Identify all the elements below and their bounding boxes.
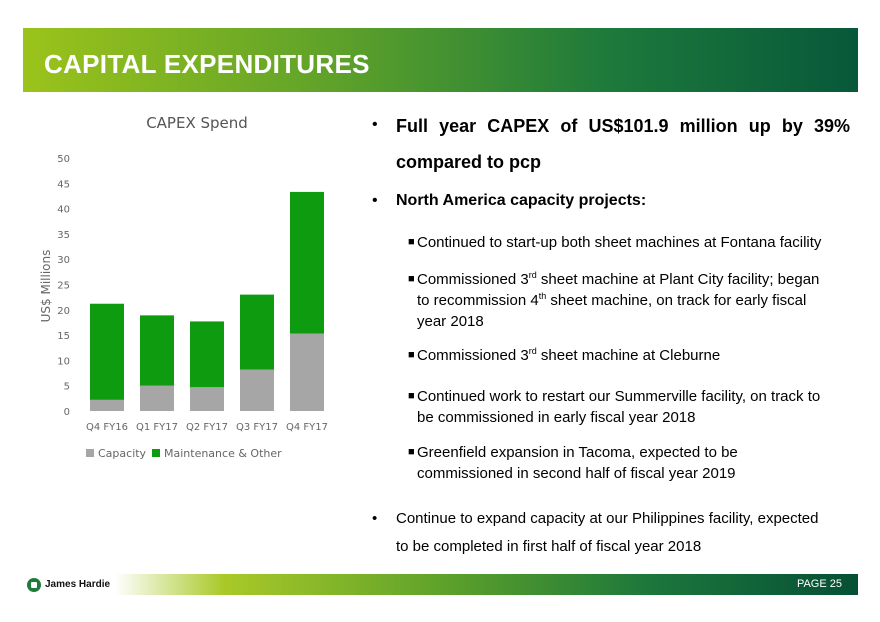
bullet-north-america-text: North America capacity projects: [396, 192, 647, 209]
bullet-dot: • [372, 510, 378, 527]
y-tick-label: 25 [57, 280, 70, 292]
legend-label: Maintenance & Other [164, 447, 282, 460]
sub-plant-city-e: year 2018 [417, 313, 484, 330]
x-tick-label: Q2 FY17 [186, 422, 228, 433]
sub-tacoma-b: commissioned in second half of fiscal year 2019 [417, 465, 736, 482]
bar-capacity-3 [240, 370, 274, 411]
y-tick-label: 45 [57, 179, 70, 191]
y-tick-label: 35 [57, 229, 70, 241]
square-bullet: ■ [408, 446, 415, 458]
sup-rd: rd [528, 346, 537, 356]
x-ticks [86, 422, 328, 433]
bullet-dot: • [372, 192, 378, 209]
title-banner [23, 28, 858, 92]
y-axis-label: US$ Millions [39, 249, 53, 323]
x-tick-label: Q4 FY16 [86, 422, 128, 433]
square-bullet: ■ [408, 349, 415, 361]
bar-capacity-4 [290, 334, 324, 411]
bars [90, 192, 324, 411]
footer-bar [23, 574, 858, 595]
sub-cleburne [408, 345, 720, 366]
bar-maintenance-1 [140, 315, 174, 385]
x-tick-label: Q3 FY17 [236, 422, 278, 433]
sub-cleburne-a: Commissioned 3 [417, 347, 529, 364]
bar-capacity-0 [90, 400, 124, 411]
bar-maintenance-2 [190, 321, 224, 387]
y-tick-label: 0 [63, 407, 70, 418]
bullet-philippines-line1: Continue to expand capacity at our Philippines facility, expected [396, 510, 819, 527]
sub-fontana [408, 232, 821, 253]
y-tick-label: 10 [57, 356, 70, 368]
legend-swatch [86, 449, 94, 457]
company-logo [23, 574, 110, 595]
sub-plant-city-c: to recommission 4 [417, 292, 539, 309]
x-tick-label: Q4 FY17 [286, 422, 328, 433]
logo-icon [27, 578, 41, 592]
sub-plant-city-d: sheet machine, on track for early fiscal [546, 292, 807, 309]
bar-maintenance-3 [240, 295, 274, 370]
y-tick-label: 20 [57, 305, 70, 317]
chart-title: CAPEX Spend [146, 114, 248, 132]
sub-tacoma-a: Greenfield expansion in Tacoma, expected to be [417, 444, 738, 461]
legend-swatch [152, 449, 160, 457]
sub-summerville [408, 386, 820, 428]
sup-th: th [538, 291, 547, 301]
sub-summerville-b: be commissioned in early fiscal year 2018 [417, 409, 696, 426]
bar-maintenance-4 [290, 192, 324, 334]
legend-label: Capacity [98, 447, 147, 460]
bullet-dot: • [372, 116, 378, 133]
sub-plant-city-a: Commissioned 3 [417, 271, 529, 288]
y-tick-label: 30 [57, 255, 70, 267]
bar-capacity-2 [190, 387, 224, 411]
square-bullet: ■ [408, 390, 415, 402]
bullet-capex-line1: Full year CAPEX of US$101.9 million up by 39% [396, 116, 850, 136]
sup-rd: rd [528, 270, 537, 280]
sub-plant-city-b: sheet machine at Plant City facility; began [536, 271, 820, 288]
x-tick-label: Q1 FY17 [136, 422, 178, 433]
sub-fontana-text: Continued to start-up both sheet machines at Fontana facility [417, 234, 822, 251]
bullet-philippines-line2: to be completed in first half of fiscal year 2018 [396, 538, 702, 555]
legend [86, 447, 282, 460]
sub-tacoma [408, 442, 738, 484]
square-bullet: ■ [408, 273, 415, 285]
sub-summerville-a: Continued work to restart our Summerville facility, on track to [417, 388, 821, 405]
logo-text: James Hardie [45, 579, 111, 590]
sub-plant-city [408, 269, 819, 332]
page-number: PAGE 25 [796, 578, 842, 590]
y-tick-label: 15 [57, 331, 70, 343]
y-tick-label: 5 [63, 381, 70, 393]
capex-chart [20, 108, 350, 468]
square-bullet: ■ [408, 236, 415, 248]
bar-capacity-1 [140, 386, 174, 411]
y-tick-label: 50 [57, 154, 70, 165]
bullet-capex-line2: compared to pcp [396, 152, 542, 172]
sub-cleburne-b: sheet machine at Cleburne [536, 347, 721, 364]
slide-title: CAPITAL EXPENDITURES [44, 49, 370, 79]
y-tick-label: 40 [57, 204, 70, 216]
y-ticks [57, 154, 70, 418]
bar-maintenance-0 [90, 304, 124, 400]
